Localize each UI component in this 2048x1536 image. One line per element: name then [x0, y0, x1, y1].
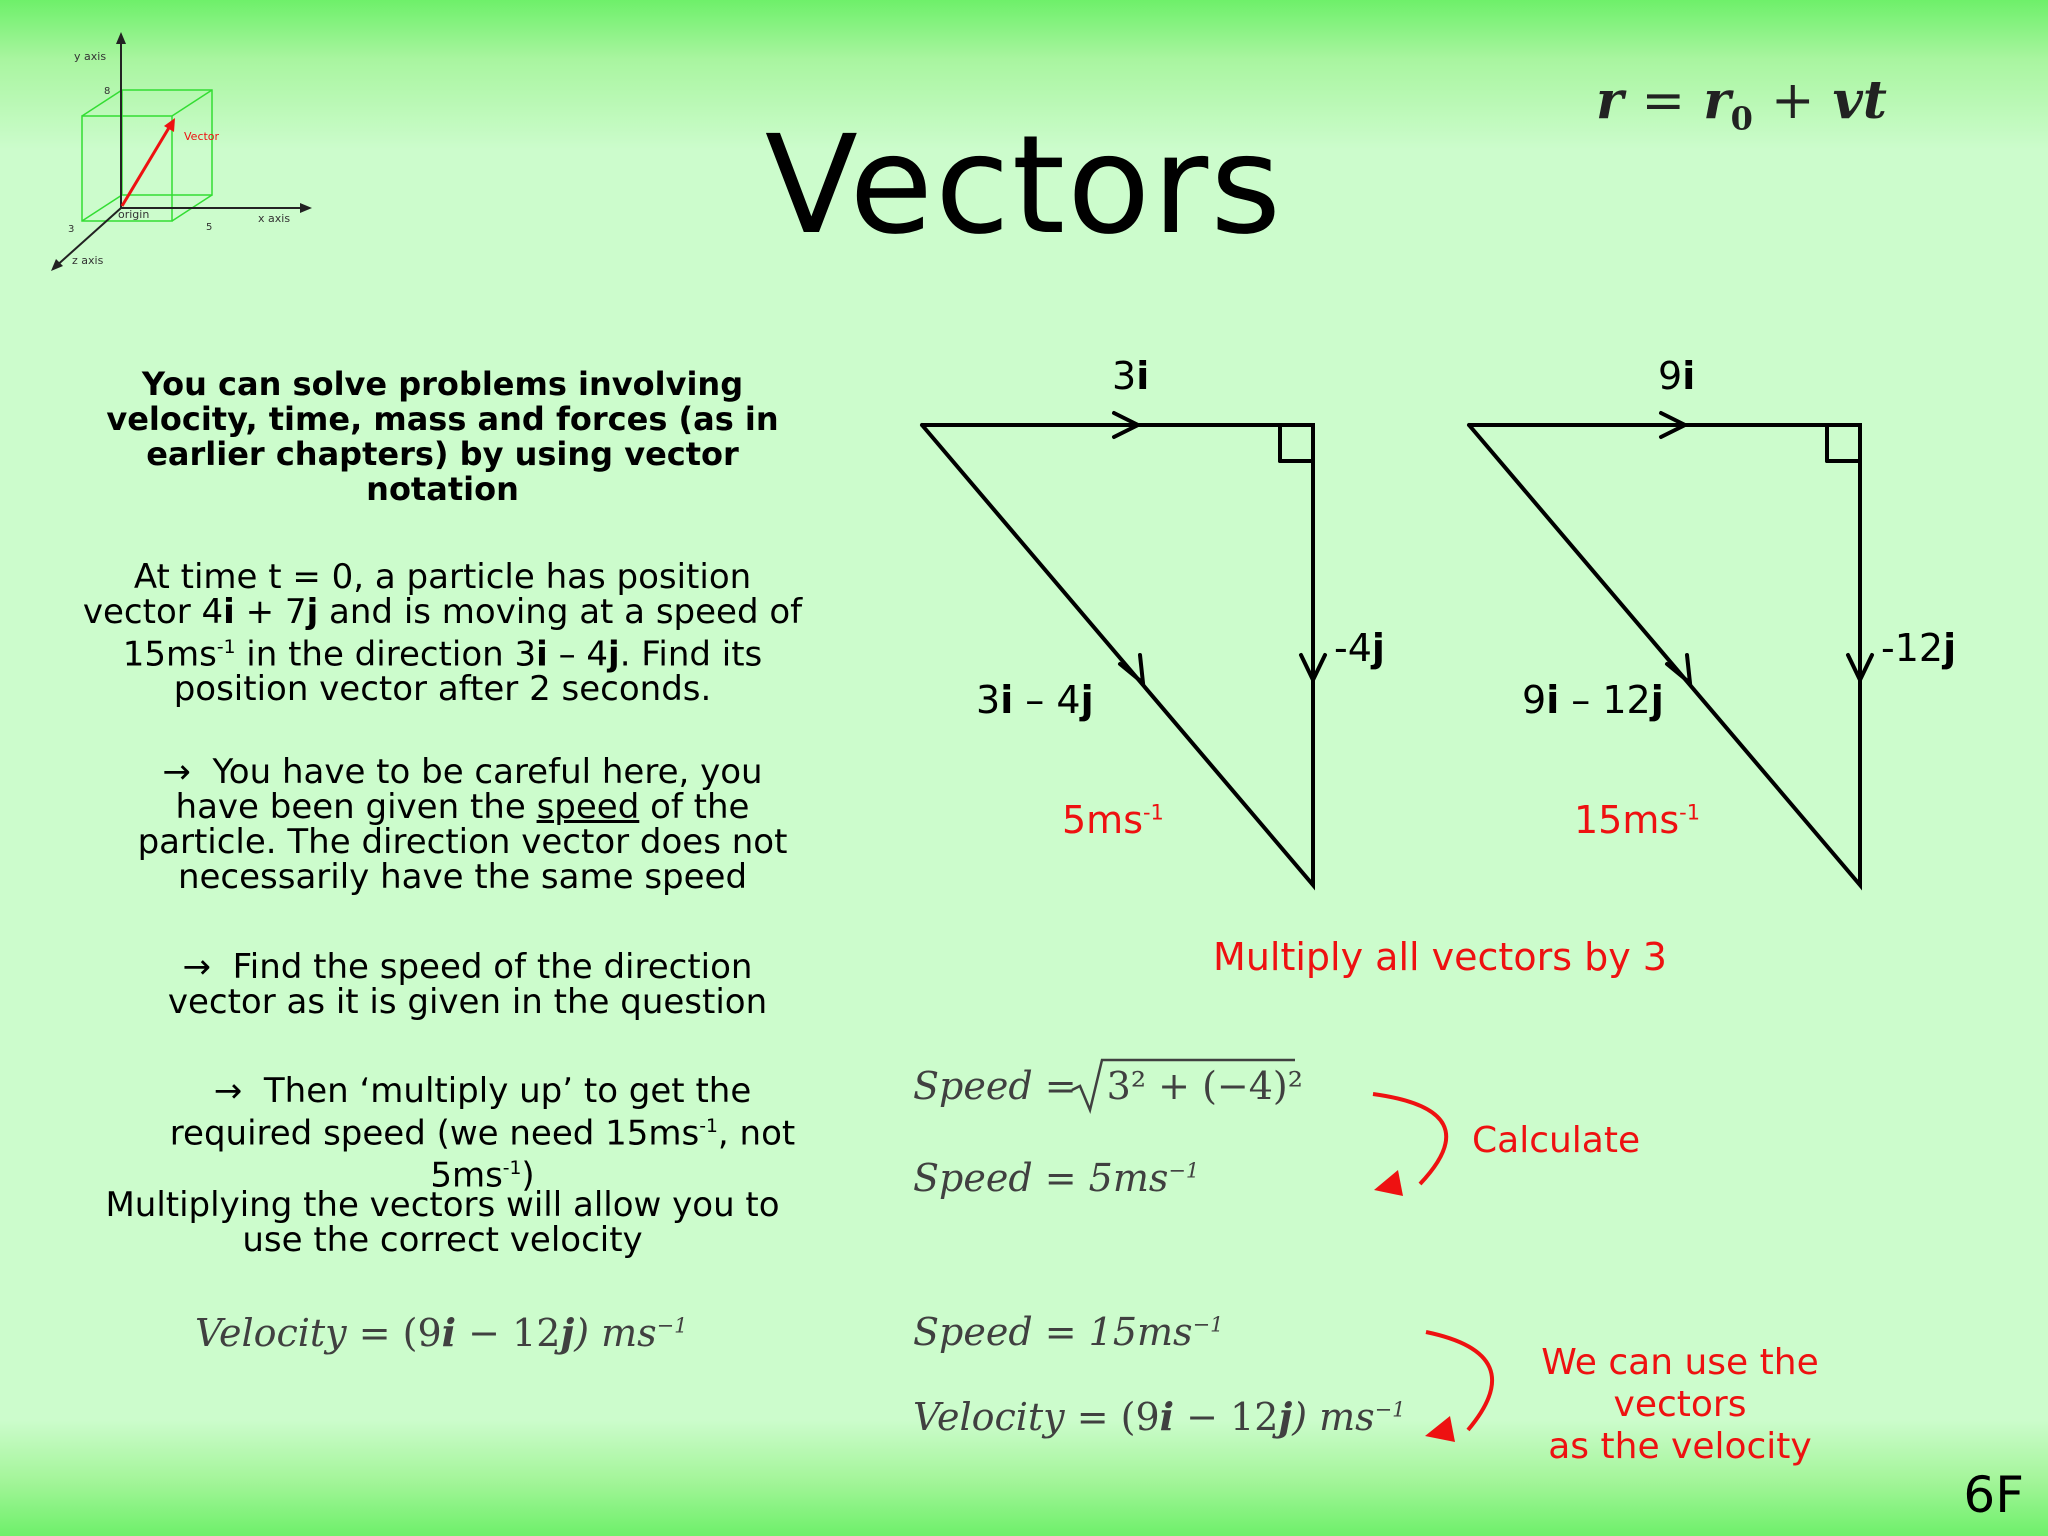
- z-axis-label: z axis: [72, 254, 104, 267]
- formula-r0-sub: 0: [1730, 99, 1753, 138]
- point-multiply-up: → Then ‘multiply up’ to get the required speed (we need $15ms^{-1}$, not $5ms^{-1}$): [169, 1071, 796, 1196]
- tick-5: 5: [206, 222, 213, 233]
- formula-eq: =: [1641, 71, 1686, 131]
- tri1-speed-label: $5ms^{-1}$: [1062, 798, 1164, 842]
- multiplying-note: Multiplying the vectors will allow you to use the correct velocity: [105, 1185, 780, 1260]
- tri1-top-label: 3i: [1112, 354, 1150, 398]
- formula-r: r: [1596, 70, 1624, 131]
- velocity-arrowhead: [1425, 1416, 1455, 1442]
- calc-speed-sqrt: Speed = 3² + (−4)²: [913, 1064, 1303, 1108]
- arrow-icon: →: [162, 752, 191, 792]
- calculate-label: Calculate: [1472, 1120, 1641, 1161]
- calc-speed-15: Speed = $15ms^{-1}$: [913, 1310, 1224, 1354]
- formula-plus: +: [1770, 71, 1815, 131]
- calc-velocity: Velocity = (9i − 12j) $ms^{-1}$: [913, 1394, 1406, 1439]
- intro-text: You can solve problems involving velocity, time, mass and forces (as in earlier chapters) by using vector notation: [106, 365, 779, 508]
- tri2-hyp-label: 9i – 12j: [1522, 678, 1664, 722]
- formula-vt: vt: [1832, 70, 1887, 131]
- arrow-icon: →: [182, 947, 212, 987]
- tri1-side-label: -4j: [1334, 626, 1385, 670]
- tri2-speed-label: $15ms^{-1}$: [1574, 798, 1701, 842]
- tick-3: 3: [68, 224, 75, 235]
- vectors-velocity-note: We can use the vectors as the velocity: [1541, 1342, 1819, 1467]
- calc-speed-5: Speed = $5ms^{-1}$: [913, 1156, 1200, 1200]
- y-axis-label: y axis: [74, 50, 107, 63]
- tri2-top-label: 9i: [1658, 354, 1696, 398]
- tri2-side-label: -12j: [1881, 626, 1957, 670]
- velocity-left: Velocity = (9i − 12j) $ms^{-1}$: [195, 1310, 688, 1355]
- tri1-hyp-label: 3i – 4j: [976, 678, 1094, 722]
- calculate-arrowhead: [1374, 1170, 1403, 1196]
- point-careful: → You have to be careful here, you have been given the speed of the particle. The direction vector does not necessarily have the same speed: [137, 752, 788, 897]
- multiply-note: Multiply all vectors by 3: [1213, 935, 1667, 979]
- origin-label: origin: [118, 208, 150, 221]
- x-axis-label: x axis: [258, 212, 291, 225]
- arrow-icon: →: [213, 1071, 243, 1111]
- point-find-speed: → Find the speed of the direction vector as it is given in the question: [167, 947, 768, 1022]
- section-badge: 6F: [1963, 1466, 2024, 1524]
- vector-label: Vector: [184, 130, 220, 143]
- formula-r0: r: [1703, 70, 1731, 131]
- tick-8: 8: [104, 86, 111, 97]
- calculate-curve-arrow: [1373, 1094, 1446, 1184]
- page-title: Vectors: [764, 107, 1284, 265]
- question-text: At time t = 0, a particle has position vector 4i + 7j and is moving at a speed of $15ms^{-1}$ in the direction 3i – 4j. Find its position vector after 2 seconds.: [82, 557, 803, 710]
